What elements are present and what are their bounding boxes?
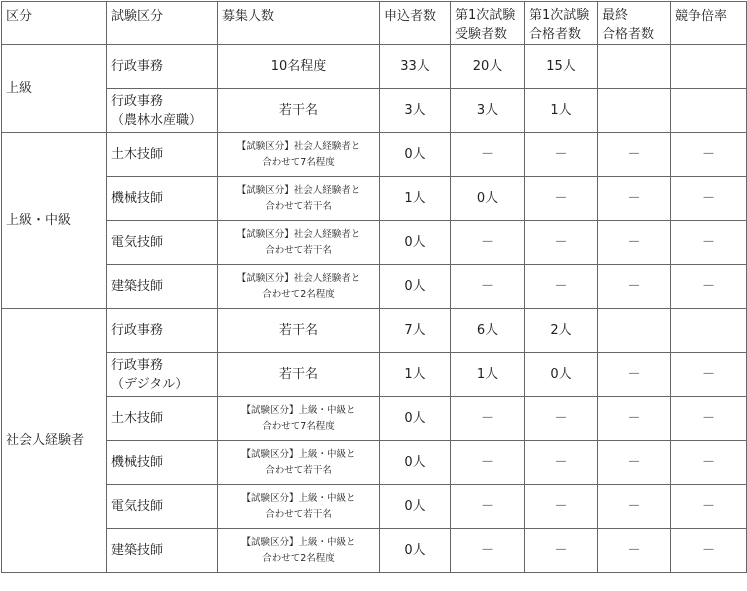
first-exam-takers-cell: 0人 bbox=[451, 177, 525, 221]
first-exam-passed-cell: 1人 bbox=[525, 89, 598, 133]
column-header bbox=[525, 2, 598, 45]
text-line: 行政事務 bbox=[111, 59, 164, 74]
category-cell: 上級・中級 bbox=[2, 133, 107, 309]
final-passed-cell: － bbox=[598, 529, 671, 573]
first-exam-takers-cell: － bbox=[451, 485, 525, 529]
final-passed-cell: － bbox=[598, 441, 671, 485]
applicants-cell: 0人 bbox=[380, 485, 451, 529]
table-row bbox=[2, 309, 747, 353]
recruit-count-cell bbox=[218, 45, 380, 89]
text-line: 申込者数 bbox=[384, 9, 437, 24]
first-exam-takers-cell: － bbox=[451, 397, 525, 441]
final-passed-cell: － bbox=[598, 353, 671, 397]
text-line: 若干名 bbox=[278, 323, 318, 338]
text-line: 行政事務 bbox=[111, 323, 164, 338]
text-line: 【試験区分】上級・中級と bbox=[241, 536, 356, 548]
applicants-cell: 1人 bbox=[380, 353, 451, 397]
final-passed-cell bbox=[598, 309, 671, 353]
text-line: 合わせて若干名 bbox=[265, 508, 332, 520]
final-passed-cell: － bbox=[598, 485, 671, 529]
applicants-cell: 3人 bbox=[380, 89, 451, 133]
first-exam-passed-cell: 0人 bbox=[525, 353, 598, 397]
applicants-cell: 33人 bbox=[380, 45, 451, 89]
text-line: 土木技師 bbox=[111, 147, 164, 162]
text-line: 合わせて若干名 bbox=[265, 464, 332, 476]
text-line: 競争倍率 bbox=[675, 9, 728, 24]
applicants-cell: 7人 bbox=[380, 309, 451, 353]
exam-type-cell bbox=[107, 133, 218, 177]
text-line: 若干名 bbox=[278, 103, 318, 118]
text-line: 機械技師 bbox=[111, 191, 164, 206]
table-row bbox=[2, 133, 747, 177]
first-exam-takers-cell: 20人 bbox=[451, 45, 525, 89]
column-header bbox=[598, 2, 671, 45]
applicants-cell: 0人 bbox=[380, 265, 451, 309]
text-line: 若干名 bbox=[278, 367, 318, 382]
exam-type-cell bbox=[107, 353, 218, 397]
exam-type-cell bbox=[107, 441, 218, 485]
competition-ratio-cell: － bbox=[671, 265, 747, 309]
text-line: 試験区分 bbox=[111, 9, 164, 24]
first-exam-passed-cell: － bbox=[525, 265, 598, 309]
applicants-cell: 0人 bbox=[380, 529, 451, 573]
text-line: 建築技師 bbox=[111, 543, 164, 558]
applicants-cell: 0人 bbox=[380, 397, 451, 441]
table-row bbox=[2, 221, 747, 265]
first-exam-takers-cell: － bbox=[451, 221, 525, 265]
competition-ratio-cell: － bbox=[671, 177, 747, 221]
table-row bbox=[2, 265, 747, 309]
exam-type-cell bbox=[107, 397, 218, 441]
final-passed-cell: － bbox=[598, 221, 671, 265]
text-line: （デジタル） bbox=[111, 376, 189, 392]
column-header bbox=[107, 2, 218, 45]
exam-type-cell bbox=[107, 45, 218, 89]
text-line: 【試験区分】上級・中級と bbox=[241, 492, 356, 504]
competition-ratio-cell bbox=[671, 89, 747, 133]
table-row bbox=[2, 397, 747, 441]
text-line: 合わせて2名程度 bbox=[262, 552, 335, 564]
first-exam-passed-cell: － bbox=[525, 485, 598, 529]
competition-ratio-cell: － bbox=[671, 221, 747, 265]
applicants-cell: 0人 bbox=[380, 221, 451, 265]
first-exam-takers-cell: － bbox=[451, 265, 525, 309]
text-line: 電気技師 bbox=[111, 499, 164, 514]
text-line: 【試験区分】社会人経験者と bbox=[236, 140, 361, 152]
first-exam-passed-cell: － bbox=[525, 221, 598, 265]
first-exam-takers-cell: － bbox=[451, 529, 525, 573]
final-passed-cell bbox=[598, 45, 671, 89]
text-line: 最終 bbox=[602, 8, 629, 23]
competition-ratio-cell bbox=[671, 309, 747, 353]
competition-ratio-cell: － bbox=[671, 133, 747, 177]
first-exam-passed-cell: － bbox=[525, 397, 598, 441]
text-line: 建築技師 bbox=[111, 279, 164, 294]
exam-type-cell bbox=[107, 177, 218, 221]
first-exam-takers-cell: 3人 bbox=[451, 89, 525, 133]
competition-ratio-cell: － bbox=[671, 441, 747, 485]
text-line: 合わせて若干名 bbox=[265, 244, 332, 256]
table-row bbox=[2, 177, 747, 221]
competition-ratio-cell: － bbox=[671, 397, 747, 441]
table-row bbox=[2, 89, 747, 133]
text-line: 土木技師 bbox=[111, 411, 164, 426]
first-exam-takers-cell: － bbox=[451, 133, 525, 177]
final-passed-cell: － bbox=[598, 177, 671, 221]
table-body bbox=[2, 45, 747, 573]
table-row bbox=[2, 45, 747, 89]
category-cell: 上級 bbox=[2, 45, 107, 133]
exam-type-cell bbox=[107, 309, 218, 353]
table-row bbox=[2, 529, 747, 573]
text-line: 行政事務 bbox=[111, 93, 164, 109]
exam-type-cell bbox=[107, 529, 218, 573]
text-line: 第1次試験 bbox=[455, 8, 516, 23]
text-line: 【試験区分】社会人経験者と bbox=[236, 228, 361, 240]
applicants-cell: 1人 bbox=[380, 177, 451, 221]
text-line: 合わせて若干名 bbox=[265, 200, 332, 212]
first-exam-passed-cell: － bbox=[525, 529, 598, 573]
table-row bbox=[2, 353, 747, 397]
first-exam-passed-cell: － bbox=[525, 177, 598, 221]
text-line: 合格者数 bbox=[529, 27, 582, 42]
column-header bbox=[218, 2, 380, 45]
final-passed-cell: － bbox=[598, 397, 671, 441]
text-line: 電気技師 bbox=[111, 235, 164, 250]
recruit-count-cell bbox=[218, 221, 380, 265]
text-line: 合格者数 bbox=[602, 27, 655, 42]
competition-ratio-cell bbox=[671, 45, 747, 89]
recruit-count-cell bbox=[218, 353, 380, 397]
first-exam-passed-cell: － bbox=[525, 441, 598, 485]
competition-ratio-cell: － bbox=[671, 529, 747, 573]
column-header bbox=[451, 2, 525, 45]
recruit-count-cell bbox=[218, 309, 380, 353]
first-exam-takers-cell: 1人 bbox=[451, 353, 525, 397]
table-row bbox=[2, 441, 747, 485]
text-line: 【試験区分】上級・中級と bbox=[241, 448, 356, 460]
exam-results-table bbox=[1, 1, 747, 573]
final-passed-cell: － bbox=[598, 133, 671, 177]
recruit-count-cell bbox=[218, 441, 380, 485]
exam-type-cell bbox=[107, 485, 218, 529]
column-header bbox=[2, 2, 107, 45]
text-line: 行政事務 bbox=[111, 357, 164, 373]
text-line: 【試験区分】社会人経験者と bbox=[236, 184, 361, 196]
text-line: 合わせて7名程度 bbox=[262, 156, 335, 168]
applicants-cell: 0人 bbox=[380, 133, 451, 177]
category-cell: 社会人経験者 bbox=[2, 309, 107, 573]
text-line: 合わせて7名程度 bbox=[262, 420, 335, 432]
recruit-count-cell bbox=[218, 177, 380, 221]
first-exam-takers-cell: － bbox=[451, 441, 525, 485]
recruit-count-cell bbox=[218, 529, 380, 573]
text-line: 【試験区分】社会人経験者と bbox=[236, 272, 361, 284]
text-line: 受験者数 bbox=[455, 27, 508, 42]
applicants-cell: 0人 bbox=[380, 441, 451, 485]
table-row bbox=[2, 485, 747, 529]
recruit-count-cell bbox=[218, 133, 380, 177]
first-exam-takers-cell: 6人 bbox=[451, 309, 525, 353]
competition-ratio-cell: － bbox=[671, 485, 747, 529]
column-header bbox=[380, 2, 451, 45]
first-exam-passed-cell: 2人 bbox=[525, 309, 598, 353]
text-line: 募集人数 bbox=[222, 9, 275, 24]
text-line: 10名程度 bbox=[270, 59, 327, 74]
first-exam-passed-cell: － bbox=[525, 133, 598, 177]
text-line: 機械技師 bbox=[111, 455, 164, 470]
final-passed-cell: － bbox=[598, 265, 671, 309]
final-passed-cell bbox=[598, 89, 671, 133]
recruit-count-cell bbox=[218, 485, 380, 529]
column-header bbox=[671, 2, 747, 45]
recruit-count-cell bbox=[218, 89, 380, 133]
exam-type-cell bbox=[107, 89, 218, 133]
recruit-count-cell bbox=[218, 265, 380, 309]
text-line: 第1次試験 bbox=[529, 8, 590, 23]
competition-ratio-cell: － bbox=[671, 353, 747, 397]
exam-type-cell bbox=[107, 221, 218, 265]
exam-type-cell bbox=[107, 265, 218, 309]
first-exam-passed-cell: 15人 bbox=[525, 45, 598, 89]
recruit-count-cell bbox=[218, 397, 380, 441]
header-row bbox=[2, 2, 747, 45]
text-line: 【試験区分】上級・中級と bbox=[241, 404, 356, 416]
text-line: 区分 bbox=[6, 9, 33, 24]
text-line: （農林水産職） bbox=[111, 112, 203, 128]
text-line: 合わせて2名程度 bbox=[262, 288, 335, 300]
